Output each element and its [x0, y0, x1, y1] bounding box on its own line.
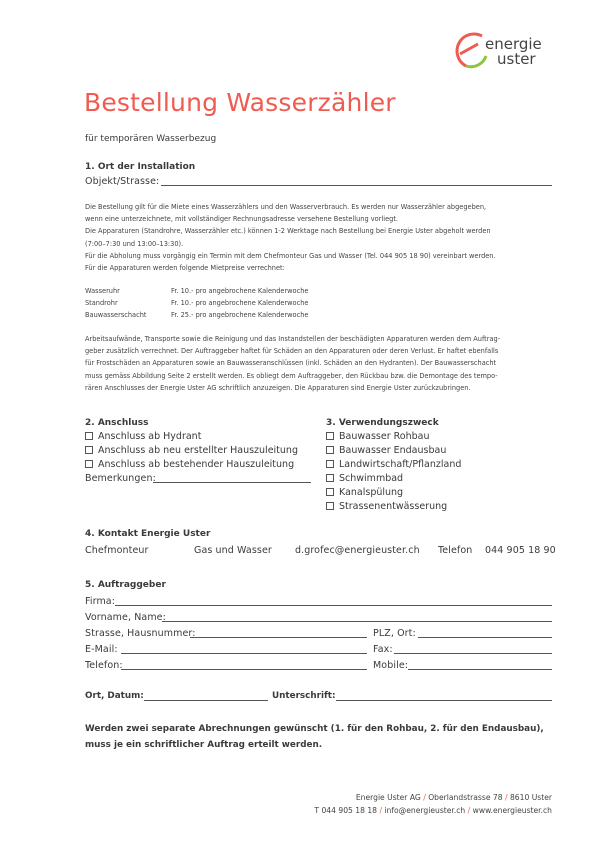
note-line-2: muss je ein schriftlicher Auftrag erteilt werden.	[85, 740, 323, 750]
firma-field[interactable]	[115, 605, 552, 606]
footer-web[interactable]: www.energieuster.ch	[472, 806, 552, 815]
telefon-field[interactable]	[121, 669, 367, 670]
checkbox[interactable]	[85, 432, 93, 440]
purpose-rohbau[interactable]	[326, 431, 430, 442]
option-existing-line[interactable]	[85, 459, 294, 470]
purpose-schwimmbad[interactable]	[326, 473, 403, 484]
checkbox[interactable]	[326, 474, 334, 482]
footer-separator: /	[504, 793, 508, 802]
page-subtitle: für temporären Wasserbezug	[85, 134, 217, 144]
checkbox[interactable]	[85, 460, 93, 468]
place-date-field[interactable]	[144, 700, 268, 701]
checkbox[interactable]	[326, 502, 334, 510]
email-label: E-Mail:	[85, 644, 118, 655]
checkbox[interactable]	[85, 446, 93, 454]
contact-dept: Gas und Wasser	[194, 545, 272, 556]
info-line: Für die Abholung muss vorgängig ein Termin mit dem Chefmonteur Gas und Wasser (Tel. 044 905 18 90) vereinbart werden.	[85, 251, 496, 260]
price-row	[85, 309, 555, 321]
info-paragraph-2	[85, 333, 565, 394]
option-label: Landwirtschaft/Pflanzland	[339, 459, 462, 470]
option-label: Anschluss ab bestehender Hauszuleitung	[98, 459, 295, 470]
remarks-field[interactable]	[153, 482, 311, 483]
firma-label: Firma:	[85, 596, 116, 607]
company-logo	[452, 28, 562, 72]
price-row	[85, 297, 555, 309]
section1-heading: 1. Ort der Installation	[85, 162, 196, 172]
plz-label: PLZ, Ort:	[373, 628, 416, 639]
footer-company: Energie Uster AG	[355, 793, 421, 802]
place-date-label: Ort, Datum:	[85, 691, 144, 701]
price-value: Fr. 25.- pro angebrochene Kalenderwoche	[171, 311, 309, 320]
email-field[interactable]	[121, 653, 367, 654]
footer-contact	[314, 806, 552, 815]
purpose-endausbau[interactable]	[326, 445, 446, 456]
option-label: Kanalspülung	[339, 487, 404, 498]
name-field[interactable]	[162, 621, 552, 622]
page-title: Bestellung Wasserzähler	[84, 88, 396, 117]
logo-line2: uster	[497, 50, 536, 68]
info-line: muss gemäss Abbildung Seite 2 erstellt werden. Es obliegt dem Auftraggeber, den Rückbau bzw. die Demontage des tempo-	[85, 371, 498, 380]
info-paragraph-1	[85, 201, 555, 274]
footer-separator: /	[467, 806, 471, 815]
object-field[interactable]	[161, 185, 552, 186]
signature-label: Unterschrift:	[272, 691, 336, 701]
price-row	[85, 285, 555, 297]
footer-separator: /	[379, 806, 382, 815]
mobile-field[interactable]	[408, 669, 552, 670]
price-list	[85, 285, 555, 322]
section5-heading: 5. Auftraggeber	[85, 580, 166, 590]
info-line: rären Anschlusses der Energie Uster AG schriftlich anzuzeigen. Die Apparaturen sind Energie Uster zurückzubringen.	[85, 383, 471, 392]
price-value: Fr. 10.- pro angebrochene Kalenderwoche	[171, 299, 309, 308]
note-line-1: Werden zwei separate Abrechnungen gewünscht (1. für den Rohbau, 2. für den Endausbau),	[85, 724, 544, 734]
contact-role: Chefmonteur	[85, 545, 149, 556]
option-label: Anschluss ab neu erstellter Hauszuleitung	[98, 445, 298, 456]
option-label: Bauwasser Rohbau	[339, 431, 430, 442]
plz-field[interactable]	[418, 637, 552, 638]
footer-tel: T 044 905 18 18	[314, 806, 378, 815]
price-item: Bauwasserschacht	[85, 311, 147, 320]
info-line: Die Bestellung gilt für die Miete eines Wasserzählers und den Wasserverbrauch. Es werden nur Wasserzähler abgegeben,	[85, 203, 487, 211]
option-label: Strassenentwässerung	[339, 501, 448, 512]
contact-email: d.grofec@energieuster.ch	[295, 545, 420, 556]
footer-address	[356, 793, 552, 802]
fax-field[interactable]	[394, 653, 552, 654]
option-new-line[interactable]	[85, 445, 298, 456]
name-label: Vorname, Name:	[85, 612, 166, 623]
object-label: Objekt/Strasse:	[85, 176, 160, 187]
option-label: Schwimmbad	[339, 473, 404, 484]
checkbox[interactable]	[326, 446, 334, 454]
checkbox[interactable]	[326, 488, 334, 496]
section2-heading: 2. Anschluss	[85, 418, 149, 428]
footer-city: 8610 Uster	[509, 793, 552, 802]
purpose-landwirtschaft[interactable]	[326, 459, 461, 470]
strasse-label: Strasse, Hausnummer:	[85, 628, 196, 639]
section4-heading: 4. Kontakt Energie Uster	[85, 529, 211, 539]
fax-label: Fax:	[373, 644, 393, 655]
info-line: geber zusätzlich verrechnet. Der Auftraggeber haftet für Schäden an den Apparaturen oder deren Verlust. Er haftet ebenfalls	[85, 347, 499, 356]
remarks-label: Bemerkungen:	[85, 473, 156, 484]
footer-separator: /	[423, 793, 426, 802]
info-line: (7:00–7:30 und 13:00–13:30).	[85, 239, 184, 248]
option-hydrant[interactable]	[85, 431, 201, 442]
contact-phone: 044 905 18 90	[485, 545, 556, 556]
mobile-label: Mobile:	[373, 660, 409, 671]
info-line: Die Apparaturen (Standrohre, Wasserzähler etc.) können 1-2 Werktage nach Bestellung bei Energie Uster abgeholt werden	[85, 227, 491, 236]
footer-street: Oberlandstrasse 78	[428, 793, 503, 802]
checkbox[interactable]	[326, 460, 334, 468]
purpose-strassenentwaesserung[interactable]	[326, 501, 447, 512]
price-value: Fr. 10.- pro angebrochene Kalenderwoche	[171, 287, 309, 295]
info-line: für Frostschäden an Apparaturen sowie an Bauwasseranschlüssen (inkl. Schäden an den Hydranten). Der Bauwasserschacht	[85, 359, 497, 368]
info-line: wenn eine unterzeichnete, mit vollständiger Rechnungsadresse versehene Bestellung vorliegt.	[85, 215, 399, 224]
section3-heading: 3. Verwendungszweck	[326, 418, 439, 428]
logo-line1: energie	[485, 35, 542, 53]
info-line: Für die Apparaturen werden folgende Mietpreise verrechnet:	[85, 264, 285, 273]
checkbox[interactable]	[326, 432, 334, 440]
option-label: Anschluss ab Hydrant	[98, 431, 202, 442]
info-line: Arbeitsaufwände, Transporte sowie die Reinigung und das Instandstellen der beschädigten Apparaturen werden dem Auftrag-	[85, 335, 501, 343]
signature-field[interactable]	[336, 700, 552, 701]
contact-phone-label: Telefon	[438, 545, 473, 556]
telefon-label: Telefon:	[85, 660, 123, 671]
footer-email[interactable]: info@energieuster.ch	[384, 806, 466, 815]
price-item: Wasseruhr	[85, 287, 120, 295]
strasse-field[interactable]	[190, 637, 367, 638]
price-item: Standrohr	[85, 299, 118, 308]
option-label: Bauwasser Endausbau	[339, 445, 447, 456]
purpose-kanalspuelung[interactable]	[326, 487, 403, 498]
